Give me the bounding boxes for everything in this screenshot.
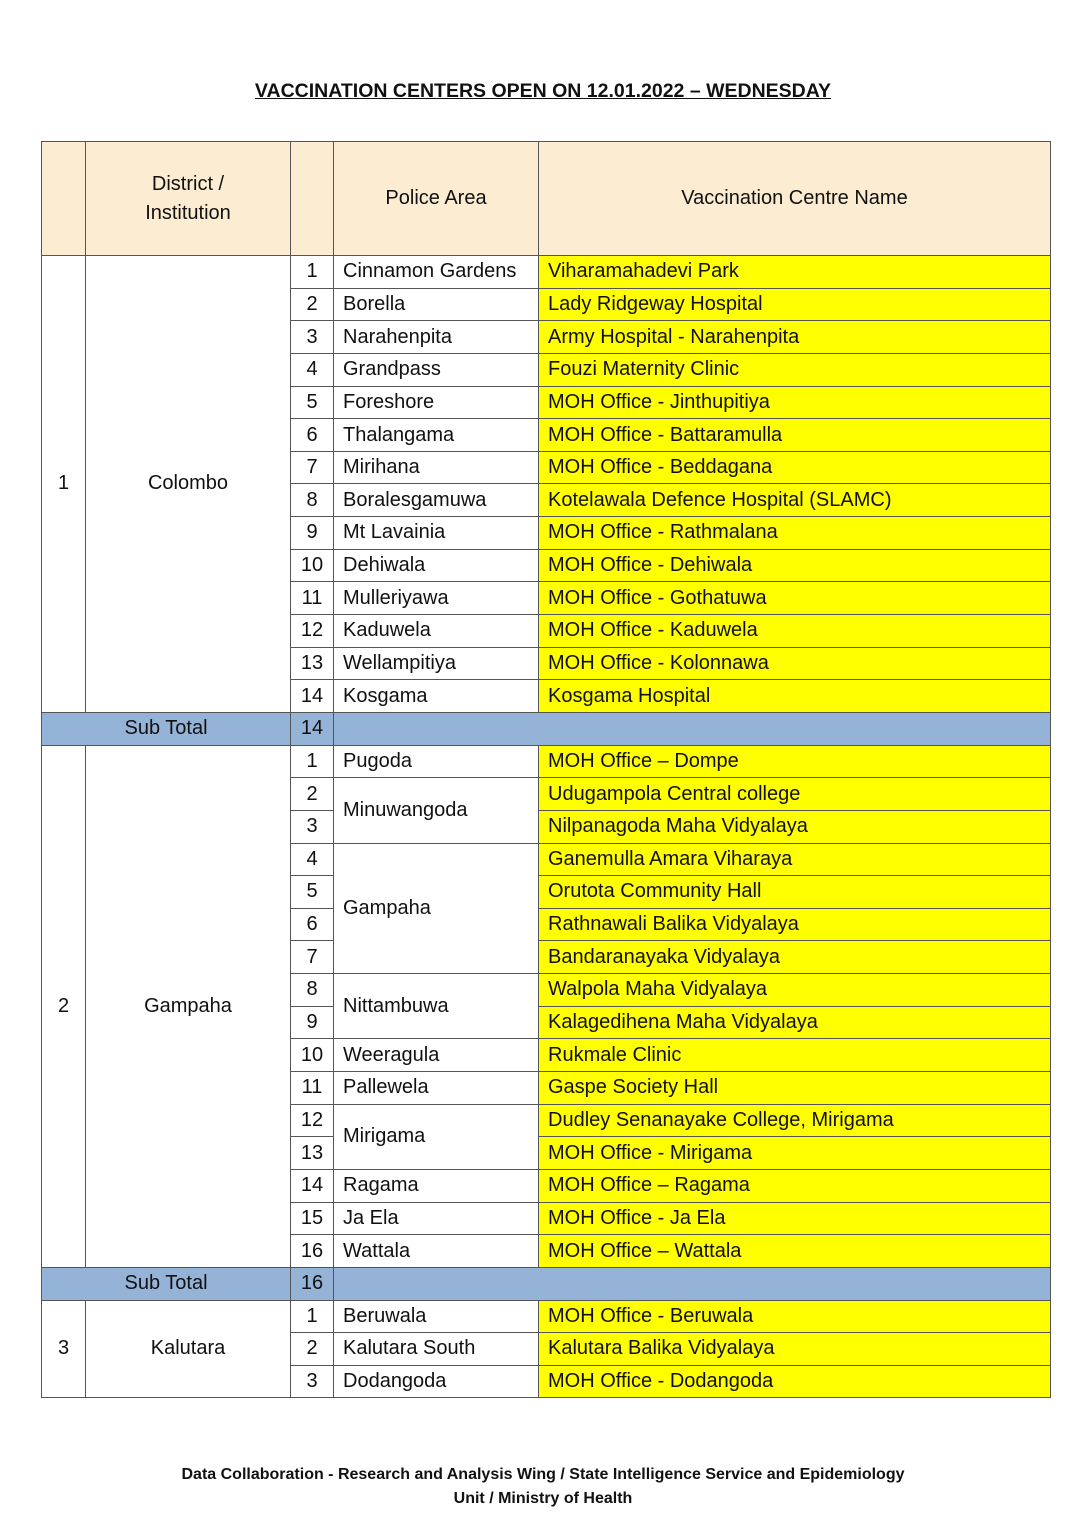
- header-number: [291, 142, 334, 256]
- subtotal-blank: [334, 1267, 1051, 1300]
- district-serial: 3: [42, 1300, 86, 1398]
- police-area: Mt Lavainia: [334, 517, 539, 550]
- row-number: 14: [291, 1169, 334, 1202]
- table-row: [42, 745, 1051, 778]
- district-name: Gampaha: [86, 745, 291, 1267]
- centre-name: MOH Office – Wattala: [539, 1235, 1051, 1268]
- subtotal-row: [42, 1267, 1051, 1300]
- centre-name: MOH Office - Jinthupitiya: [539, 386, 1051, 419]
- centre-name: MOH Office – Ragama: [539, 1169, 1051, 1202]
- table-row: [42, 1300, 1051, 1333]
- centre-name: MOH Office - Dehiwala: [539, 549, 1051, 582]
- centre-name: Army Hospital - Narahenpita: [539, 321, 1051, 354]
- centre-name: Nilpanagoda Maha Vidyalaya: [539, 810, 1051, 843]
- centre-name: MOH Office - Kolonnawa: [539, 647, 1051, 680]
- police-area: Ragama: [334, 1169, 539, 1202]
- police-area: Mulleriyawa: [334, 582, 539, 615]
- centre-name: MOH Office - Beddagana: [539, 451, 1051, 484]
- row-number: 4: [291, 353, 334, 386]
- centre-name: Bandaranayaka Vidyalaya: [539, 941, 1051, 974]
- row-number: 8: [291, 484, 334, 517]
- police-area: Minuwangoda: [334, 778, 539, 843]
- police-area: Beruwala: [334, 1300, 539, 1333]
- police-area: Wellampitiya: [334, 647, 539, 680]
- district-serial: 2: [42, 745, 86, 1267]
- district-name: Colombo: [86, 256, 291, 713]
- table-header-row: [42, 142, 1051, 256]
- police-area: Gampaha: [334, 843, 539, 974]
- centre-name: Kotelawala Defence Hospital (SLAMC): [539, 484, 1051, 517]
- header-centre-name: Vaccination Centre Name: [539, 142, 1051, 256]
- police-area: Boralesgamuwa: [334, 484, 539, 517]
- centre-name: MOH Office - Dodangoda: [539, 1365, 1051, 1398]
- police-area: Ja Ela: [334, 1202, 539, 1235]
- police-area: Narahenpita: [334, 321, 539, 354]
- police-area: Mirigama: [334, 1104, 539, 1169]
- row-number: 16: [291, 1235, 334, 1268]
- police-area: Dehiwala: [334, 549, 539, 582]
- centre-name: Kalagedihena Maha Vidyalaya: [539, 1006, 1051, 1039]
- row-number: 1: [291, 1300, 334, 1333]
- police-area: Nittambuwa: [334, 974, 539, 1039]
- row-number: 12: [291, 615, 334, 648]
- row-number: 5: [291, 876, 334, 909]
- police-area: Kalutara South: [334, 1333, 539, 1366]
- district-name: Kalutara: [86, 1300, 291, 1398]
- row-number: 9: [291, 517, 334, 550]
- centre-name: Orutota Community Hall: [539, 876, 1051, 909]
- centre-name: Rathnawali Balika Vidyalaya: [539, 908, 1051, 941]
- row-number: 15: [291, 1202, 334, 1235]
- police-area: Kosgama: [334, 680, 539, 713]
- row-number: 8: [291, 974, 334, 1007]
- centre-name: Fouzi Maternity Clinic: [539, 353, 1051, 386]
- centre-name: MOH Office - Gothatuwa: [539, 582, 1051, 615]
- police-area: Cinnamon Gardens: [334, 256, 539, 289]
- centre-name: MOH Office - Kaduwela: [539, 615, 1051, 648]
- header-police-area: Police Area: [334, 142, 539, 256]
- header-district: [86, 142, 291, 256]
- police-area: Grandpass: [334, 353, 539, 386]
- police-area: Weeragula: [334, 1039, 539, 1072]
- centre-name: MOH Office - Battaramulla: [539, 419, 1051, 452]
- centre-name: Kosgama Hospital: [539, 680, 1051, 713]
- row-number: 14: [291, 680, 334, 713]
- row-number: 13: [291, 1137, 334, 1170]
- police-area: Thalangama: [334, 419, 539, 452]
- header-serial: [42, 142, 86, 256]
- police-area: Wattala: [334, 1235, 539, 1268]
- police-area: Pugoda: [334, 745, 539, 778]
- centre-name: Rukmale Clinic: [539, 1039, 1051, 1072]
- subtotal-blank: [334, 712, 1051, 745]
- police-area: Pallewela: [334, 1072, 539, 1105]
- footer-credit: [0, 1463, 1086, 1511]
- police-area: Foreshore: [334, 386, 539, 419]
- row-number: 6: [291, 908, 334, 941]
- row-number: 2: [291, 1333, 334, 1366]
- row-number: 1: [291, 256, 334, 289]
- centre-name: Dudley Senanayake College, Mirigama: [539, 1104, 1051, 1137]
- centre-name: MOH Office - Rathmalana: [539, 517, 1051, 550]
- footer-line-1: Data Collaboration - Research and Analysis Wing / State Intelligence Service and Epidemiology: [181, 1466, 905, 1483]
- centre-name: Viharamahadevi Park: [539, 256, 1051, 289]
- centre-name: Gaspe Society Hall: [539, 1072, 1051, 1105]
- table-row: [42, 256, 1051, 289]
- subtotal-label: Sub Total: [42, 1267, 291, 1300]
- row-number: 3: [291, 1365, 334, 1398]
- row-number: 2: [291, 288, 334, 321]
- row-number: 10: [291, 1039, 334, 1072]
- row-number: 11: [291, 1072, 334, 1105]
- centre-name: Udugampola Central college: [539, 778, 1051, 811]
- district-serial: 1: [42, 256, 86, 713]
- row-number: 7: [291, 941, 334, 974]
- row-number: 10: [291, 549, 334, 582]
- footer-line-2: Unit / Ministry of Health: [453, 1490, 633, 1507]
- centre-name: MOH Office - Mirigama: [539, 1137, 1051, 1170]
- centre-name: Walpola Maha Vidyalaya: [539, 974, 1051, 1007]
- page-title: VACCINATION CENTERS OPEN ON 12.01.2022 – WEDNESDAY: [254, 80, 832, 102]
- row-number: 7: [291, 451, 334, 484]
- row-number: 13: [291, 647, 334, 680]
- centre-name: Ganemulla Amara Viharaya: [539, 843, 1051, 876]
- row-number: 3: [291, 810, 334, 843]
- subtotal-value: 14: [291, 712, 334, 745]
- row-number: 12: [291, 1104, 334, 1137]
- row-number: 6: [291, 419, 334, 452]
- police-area: Dodangoda: [334, 1365, 539, 1398]
- subtotal-row: [42, 712, 1051, 745]
- vaccination-centres-table: [41, 141, 1051, 1398]
- police-area: Kaduwela: [334, 615, 539, 648]
- row-number: 11: [291, 582, 334, 615]
- row-number: 2: [291, 778, 334, 811]
- police-area: Borella: [334, 288, 539, 321]
- row-number: 9: [291, 1006, 334, 1039]
- subtotal-label: Sub Total: [42, 712, 291, 745]
- header-district-label: District / Institution: [145, 172, 231, 224]
- centre-name: MOH Office - Ja Ela: [539, 1202, 1051, 1235]
- centre-name: MOH Office – Dompe: [539, 745, 1051, 778]
- subtotal-value: 16: [291, 1267, 334, 1300]
- centre-name: Kalutara Balika Vidyalaya: [539, 1333, 1051, 1366]
- centre-name: MOH Office - Beruwala: [539, 1300, 1051, 1333]
- centre-name: Lady Ridgeway Hospital: [539, 288, 1051, 321]
- row-number: 3: [291, 321, 334, 354]
- row-number: 5: [291, 386, 334, 419]
- row-number: 1: [291, 745, 334, 778]
- police-area: Mirihana: [334, 451, 539, 484]
- row-number: 4: [291, 843, 334, 876]
